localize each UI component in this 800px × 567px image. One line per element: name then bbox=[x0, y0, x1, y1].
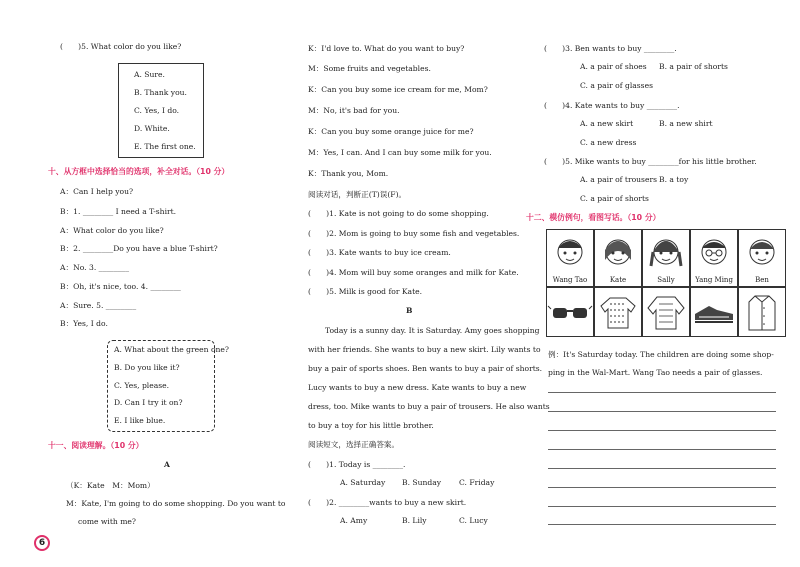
child-name: Sally bbox=[657, 276, 675, 284]
shoes-icon bbox=[691, 288, 737, 336]
question-5: ( )5. What color do you like? bbox=[60, 42, 182, 51]
mc3-option-b: B. a pair of shorts bbox=[659, 62, 728, 71]
option-a: A. Sure. bbox=[134, 70, 165, 79]
child-name: Wang Tao bbox=[552, 276, 588, 284]
tf-item: ( )5. Milk is good for Kate. bbox=[308, 287, 423, 296]
child-face-icon bbox=[595, 230, 641, 270]
option-d: D. White. bbox=[134, 124, 170, 133]
example-sentence: 例：It's Saturday today. The children are doing some shop- bbox=[548, 350, 774, 359]
sweater-icon bbox=[595, 288, 641, 336]
tf-item: ( )4. Mom will buy some oranges and milk for Kate. bbox=[308, 268, 519, 277]
mc2-option-c: C. Lucy bbox=[459, 516, 488, 525]
dialogue-line: A：Sure. 5. ________ bbox=[60, 301, 137, 310]
mc-question-2: ( )2. ________wants to buy a new skirt. bbox=[308, 498, 467, 507]
section-12-title: 十二、模仿例句，看图写话。（10 分） bbox=[526, 213, 661, 222]
writing-line[interactable] bbox=[548, 411, 776, 412]
child-face-icon bbox=[643, 230, 689, 270]
section-11-title: 十一、阅读理解。（10 分） bbox=[48, 441, 144, 450]
passage-line: Today is a sunny day. It is Saturday. Amy goes shopping bbox=[325, 326, 540, 335]
dialogue-line: M：No, it's bad for you. bbox=[308, 106, 400, 115]
child-name: Ben bbox=[755, 276, 769, 284]
jacket-icon bbox=[643, 288, 689, 336]
dialogue-line: come with me? bbox=[78, 517, 136, 526]
dialogue-line: B：2. ________Do you have a blue T-shirt? bbox=[60, 244, 218, 253]
option-a: A. What about the green one? bbox=[114, 345, 229, 354]
dialogue-line: K：Can you buy some orange juice for me? bbox=[308, 127, 474, 136]
mc4-option-c: C. a new dress bbox=[580, 138, 637, 147]
option-c: C. Yes, I do. bbox=[134, 106, 180, 115]
option-b: B. Do you like it? bbox=[114, 363, 180, 372]
writing-line[interactable] bbox=[548, 430, 776, 431]
dialogue-line: B：1. ________ I need a T-shirt. bbox=[60, 207, 177, 216]
example-sentence: ping in the Wal-Mart. Wang Tao needs a pair of glasses. bbox=[548, 368, 763, 377]
tf-item: ( )2. Mom is going to buy some fish and vegetables. bbox=[308, 229, 520, 238]
mc4-option-a: A. a new skirt bbox=[580, 119, 634, 128]
writing-line[interactable] bbox=[548, 468, 776, 469]
writing-line[interactable] bbox=[548, 487, 776, 488]
speakers: （K：Kate M：Mom） bbox=[66, 481, 155, 490]
page-number: 6 bbox=[34, 535, 50, 551]
child-name: Yang Ming bbox=[695, 276, 733, 284]
item-cell bbox=[594, 287, 642, 337]
passage-line: buy a pair of sports shoes. Ben wants to buy a pair of shorts. bbox=[308, 364, 543, 373]
dialogue-line: B：Yes, I do. bbox=[60, 319, 108, 328]
mc1-option-a: A. Saturday bbox=[340, 478, 386, 487]
option-b: B. Thank you. bbox=[134, 88, 187, 97]
mc-instruction: 阅读短文，选择正确答案。 bbox=[308, 440, 400, 449]
mc-question-3: ( )3. Ben wants to buy ________. bbox=[544, 44, 677, 53]
item-cell bbox=[546, 287, 594, 337]
passage-line: to buy a toy for his little brother. bbox=[308, 421, 434, 430]
writing-line[interactable] bbox=[548, 449, 776, 450]
dialogue-line: A：No. 3. ________ bbox=[60, 263, 130, 272]
option-e: E. The first one. bbox=[134, 142, 196, 151]
item-cell bbox=[738, 287, 786, 337]
option-d: D. Can I try it on? bbox=[114, 398, 183, 407]
writing-line[interactable] bbox=[548, 392, 776, 393]
option-c: C. Yes, please. bbox=[114, 381, 170, 390]
child-face-icon bbox=[691, 230, 737, 270]
passage-b-label: B bbox=[406, 306, 413, 315]
dialogue-line: K：I'd love to. What do you want to buy? bbox=[308, 44, 465, 53]
mc5-option-c: C. a pair of shorts bbox=[580, 194, 649, 203]
child-face-icon bbox=[739, 230, 785, 270]
dialogue-line: A：What color do you like? bbox=[60, 226, 164, 235]
mc2-option-b: B. Lily bbox=[402, 516, 427, 525]
mc-question-4: ( )4. Kate wants to buy ________. bbox=[544, 101, 680, 110]
mc5-option-b: B. a toy bbox=[659, 175, 689, 184]
option-e: E. I like blue. bbox=[114, 416, 166, 425]
section-10-title: 十、从方框中选择恰当的选项，补全对话。（10 分） bbox=[48, 167, 230, 176]
item-cell bbox=[690, 287, 738, 337]
mc-question-5: ( )5. Mike wants to buy ________for his little brother. bbox=[544, 157, 757, 166]
passage-line: with her friends. She wants to buy a new skirt. Lily wants to bbox=[308, 345, 541, 354]
glasses-icon bbox=[547, 288, 593, 336]
shirt-icon bbox=[739, 288, 785, 336]
dialogue-line: M：Yes, I can. And I can buy some milk for you. bbox=[308, 148, 492, 157]
mc3-option-a: A. a pair of shoes bbox=[580, 62, 647, 71]
tf-instruction: 阅读对话，判断正(T)误(F)。 bbox=[308, 190, 407, 199]
dialogue-line: A：Can I help you? bbox=[60, 187, 134, 196]
mc2-option-a: A. Amy bbox=[340, 516, 368, 525]
mc4-option-b: B. a new shirt bbox=[659, 119, 713, 128]
mc1-option-c: C. Friday bbox=[459, 478, 495, 487]
passage-a-label: A bbox=[164, 460, 170, 469]
mc3-option-c: C. a pair of glasses bbox=[580, 81, 653, 90]
child-name: Kate bbox=[609, 276, 627, 284]
mc1-option-b: B. Sunday bbox=[402, 478, 442, 487]
child-face-icon bbox=[547, 230, 593, 270]
item-cell bbox=[642, 287, 690, 337]
dialogue-line: M：Some fruits and vegetables. bbox=[308, 64, 431, 73]
writing-line[interactable] bbox=[548, 506, 776, 507]
tf-item: ( )3. Kate wants to buy ice cream. bbox=[308, 248, 451, 257]
dialogue-line: K：Can you buy some ice cream for me, Mom? bbox=[308, 85, 488, 94]
dialogue-line: K：Thank you, Mom. bbox=[308, 169, 389, 178]
writing-line[interactable] bbox=[548, 524, 776, 525]
tf-item: ( )1. Kate is not going to do some shopping. bbox=[308, 209, 489, 218]
dialogue-line: B：Oh, it's nice, too. 4. ________ bbox=[60, 282, 181, 291]
passage-line: dress, too. Mike wants to buy a pair of trousers. He also wants bbox=[308, 402, 550, 411]
mc5-option-a: A. a pair of trousers bbox=[580, 175, 657, 184]
mc-question-1: ( )1. Today is ________. bbox=[308, 460, 406, 469]
passage-line: Lucy wants to buy a new dress. Kate wants to buy a new bbox=[308, 383, 527, 392]
dialogue-line: M：Kate, I'm going to do some shopping. Do you want to bbox=[66, 499, 286, 508]
